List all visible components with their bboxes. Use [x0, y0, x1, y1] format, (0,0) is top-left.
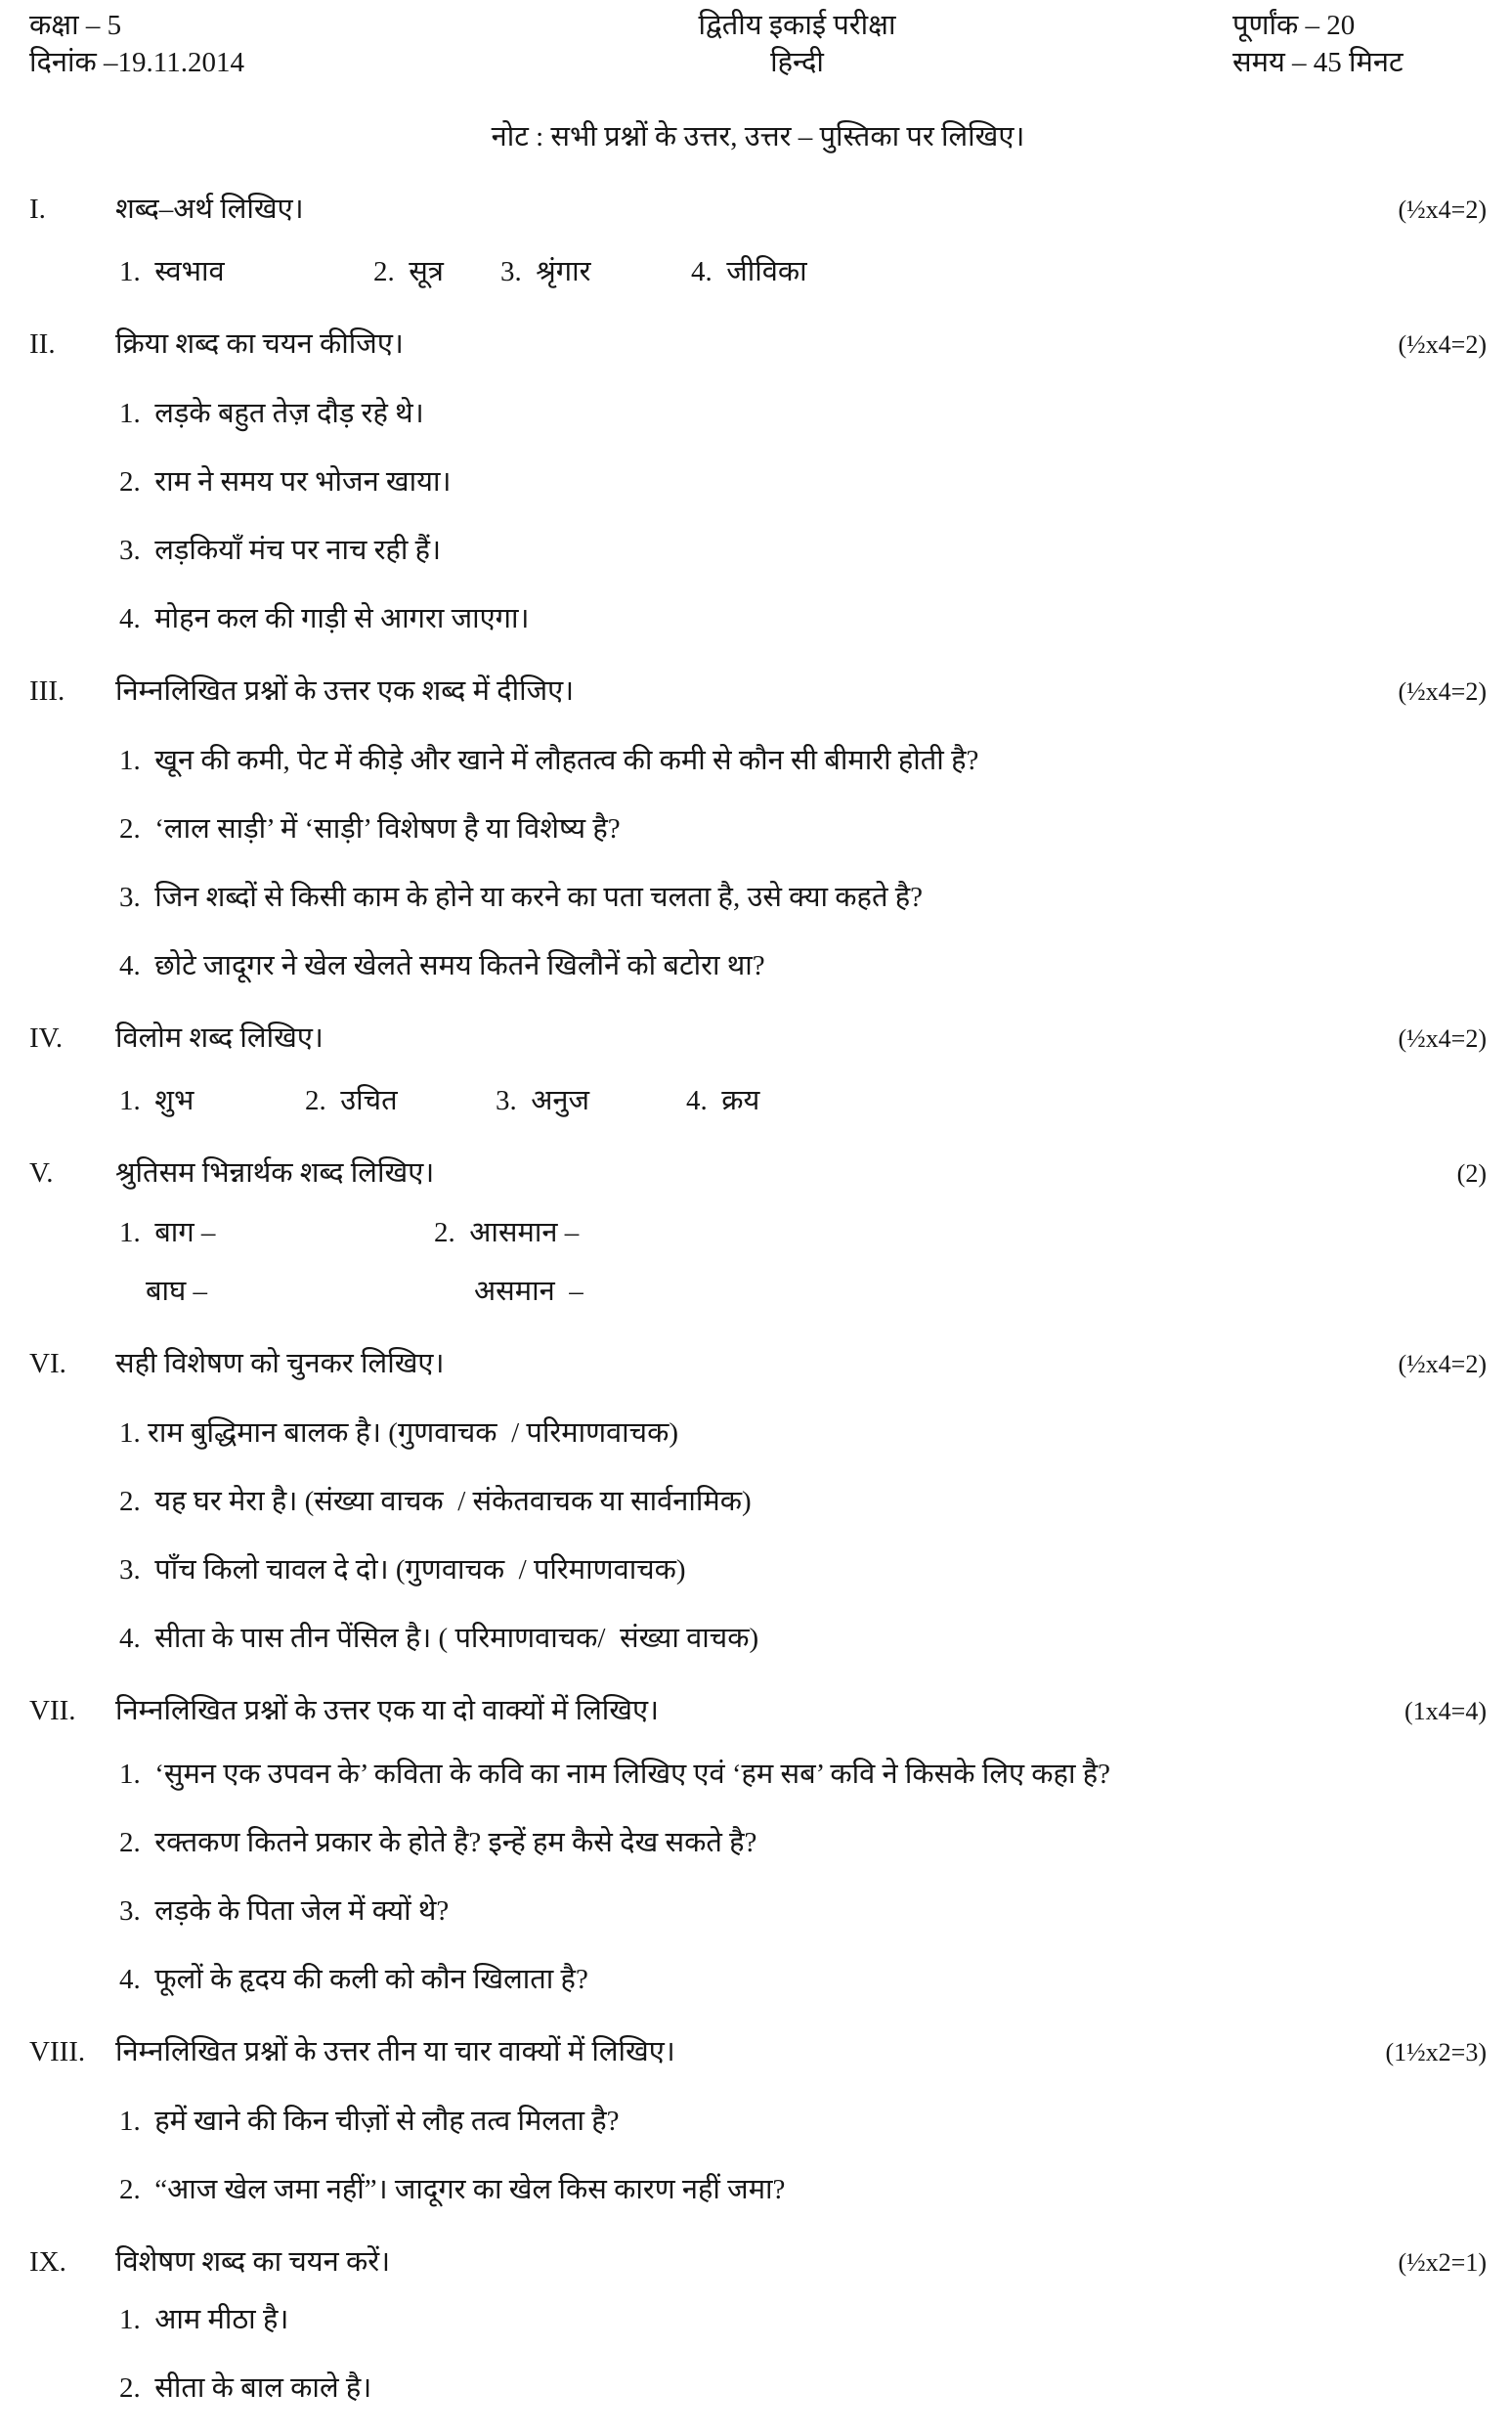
- question-item: बाघ –: [146, 1276, 207, 1307]
- section-title: क्रिया शब्द का चयन कीजिए।: [115, 328, 404, 360]
- question-item: 1. ‘सुमन एक उपवन के’ कविता के कवि का नाम लिखिए एवं ‘हम सब’ कवि ने किसके लिए कहा है?: [119, 1759, 1110, 1790]
- section-II: [29, 326, 1487, 636]
- section-IX: [29, 2244, 1487, 2406]
- question-item: 1. राम बुद्धिमान बालक है। (गुणवाचक / परिमाणवाचक): [119, 1417, 679, 1449]
- exam-time: समय – 45 मिनट: [1232, 47, 1404, 78]
- section-numeral: VI.: [29, 1348, 66, 1379]
- question-item: 1. स्वभाव: [119, 256, 225, 287]
- question-item: 2. राम ने समय पर भोजन खाया।: [119, 466, 452, 498]
- section-numeral: I.: [29, 194, 46, 225]
- section-title: सही विशेषण को चुनकर लिखिए।: [115, 1348, 445, 1379]
- exam-max-marks: पूर्णांक – 20: [1232, 10, 1356, 41]
- question-item: 2. आसमान –: [434, 1217, 580, 1248]
- section-numeral: III.: [29, 675, 65, 707]
- exam-date: दिनांक –19.11.2014: [29, 47, 244, 78]
- section-marks: (½x4=2): [1398, 1350, 1487, 1378]
- section-marks: (1½x2=3): [1385, 2038, 1487, 2066]
- question-item: 1. शुभ: [119, 1085, 194, 1116]
- section-numeral: II.: [29, 328, 56, 360]
- section-VII: [29, 1693, 1487, 1997]
- question-item: 2. रक्तकण कितने प्रकार के होते है? इन्हें हम कैसे देख सकते है?: [119, 1827, 757, 1858]
- question-item: 2. “आज खेल जमा नहीं”। जादूगर का खेल किस कारण नहीं जमा?: [119, 2174, 786, 2205]
- section-marks: (½x4=2): [1398, 330, 1487, 359]
- question-item: 4. छोटे जादूगर ने खेल खेलते समय कितने खिलौनें को बटोरा था?: [119, 950, 765, 981]
- question-item: 2. सूत्र: [373, 256, 444, 287]
- exam-subject: हिन्दी: [770, 47, 824, 78]
- word-options-row: [119, 254, 1487, 289]
- section-title: निम्नलिखित प्रश्नों के उत्तर एक या दो वाक्यों में लिखिए।: [115, 1695, 660, 1726]
- question-item: 1. आम मीठा है।: [119, 2304, 289, 2335]
- question-item: 4. फूलों के हृदय की कली को कौन खिलाता है?: [119, 1964, 588, 1995]
- question-item: 4. क्रय: [686, 1085, 760, 1116]
- question-item: 1. हमें खाने की किन चीज़ों से लौह तत्व मिलता है?: [119, 2106, 620, 2137]
- section-title: निम्नलिखित प्रश्नों के उत्तर एक शब्द में दीजिए।: [115, 675, 575, 707]
- question-item: 2. सीता के बाल काले है।: [119, 2372, 372, 2404]
- question-item: 4. जीविका: [691, 256, 807, 287]
- section-title: शब्द–अर्थ लिखिए।: [115, 194, 304, 225]
- section-numeral: IV.: [29, 1022, 64, 1054]
- question-item: 3. पाँच किलो चावल दे दो। (गुणवाचक / परिमाणवाचक): [119, 1554, 686, 1586]
- question-item: 1. लड़के बहुत तेज़ दौड़ रहे थे।: [119, 398, 424, 429]
- question-item: 1. खून की कमी, पेट में कीड़े और खाने में लौहतत्व की कमी से कौन सी बीमारी होती है?: [119, 745, 979, 776]
- question-item: 4. मोहन कल की गाड़ी से आगरा जाएगा।: [119, 603, 530, 634]
- exam-class: कक्षा – 5: [29, 10, 122, 41]
- section-marks: (½x2=1): [1398, 2248, 1487, 2277]
- section-numeral: VIII.: [29, 2036, 86, 2067]
- section-numeral: V.: [29, 1157, 54, 1189]
- section-VIII: [29, 2034, 1487, 2207]
- question-item: 3. अनुज: [496, 1085, 590, 1116]
- question-item: 3. लड़के के पिता जेल में क्यों थे?: [119, 1895, 450, 1927]
- section-I: [29, 192, 1487, 289]
- question-item: 3. जिन शब्दों से किसी काम के होने या करने का पता चलता है, उसे क्या कहते है?: [119, 882, 924, 913]
- question-item: 2. यह घर मेरा है। (संख्या वाचक / संकेतवाचक या सार्वनामिक): [119, 1486, 752, 1517]
- question-item: 3. लड़कियाँ मंच पर नाच रही हैं।: [119, 535, 442, 566]
- header-row-1: [29, 8, 1487, 43]
- homophone-row: [119, 1215, 1487, 1250]
- section-marks: (2): [1456, 1159, 1487, 1188]
- section-marks: (½x4=2): [1398, 1024, 1487, 1053]
- section-title: विलोम शब्द लिखिए।: [115, 1022, 324, 1054]
- homophone-row: [119, 1274, 1487, 1309]
- question-item: 4. सीता के पास तीन पेंसिल है। ( परिमाणवाचक/ संख्या वाचक): [119, 1623, 759, 1654]
- question-item: 1. बाग –: [119, 1217, 216, 1248]
- exam-paper: [0, 8, 1512, 2406]
- section-marks: (½x4=2): [1398, 196, 1487, 224]
- section-marks: (1x4=4): [1404, 1697, 1487, 1725]
- question-item: असमान –: [474, 1276, 583, 1307]
- exam-title: द्वितीय इकाई परीक्षा: [698, 10, 896, 41]
- section-numeral: IX.: [29, 2246, 66, 2278]
- section-marks: (½x4=2): [1398, 677, 1487, 706]
- section-title: विशेषण शब्द का चयन करें।: [115, 2246, 391, 2278]
- section-numeral: VII.: [29, 1695, 76, 1726]
- section-title: निम्नलिखित प्रश्नों के उत्तर तीन या चार वाक्यों में लिखिए।: [115, 2036, 675, 2067]
- question-item: 2. ‘लाल साड़ी’ में ‘साड़ी’ विशेषण है या विशेष्य है?: [119, 813, 621, 845]
- word-options-row: [119, 1083, 1487, 1118]
- section-VI: [29, 1346, 1487, 1656]
- question-item: 3. श्रृंगार: [500, 256, 591, 287]
- section-IV: [29, 1021, 1487, 1118]
- section-V: [29, 1155, 1487, 1309]
- section-title: श्रुतिसम भिन्नार्थक शब्द लिखिए।: [115, 1157, 435, 1189]
- header-row-2: [29, 45, 1487, 80]
- question-item: 2. उचित: [305, 1085, 398, 1116]
- exam-note: नोट : सभी प्रश्नों के उत्तर, उत्तर – पुस्तिका पर लिखिए।: [491, 121, 1025, 152]
- section-III: [29, 674, 1487, 983]
